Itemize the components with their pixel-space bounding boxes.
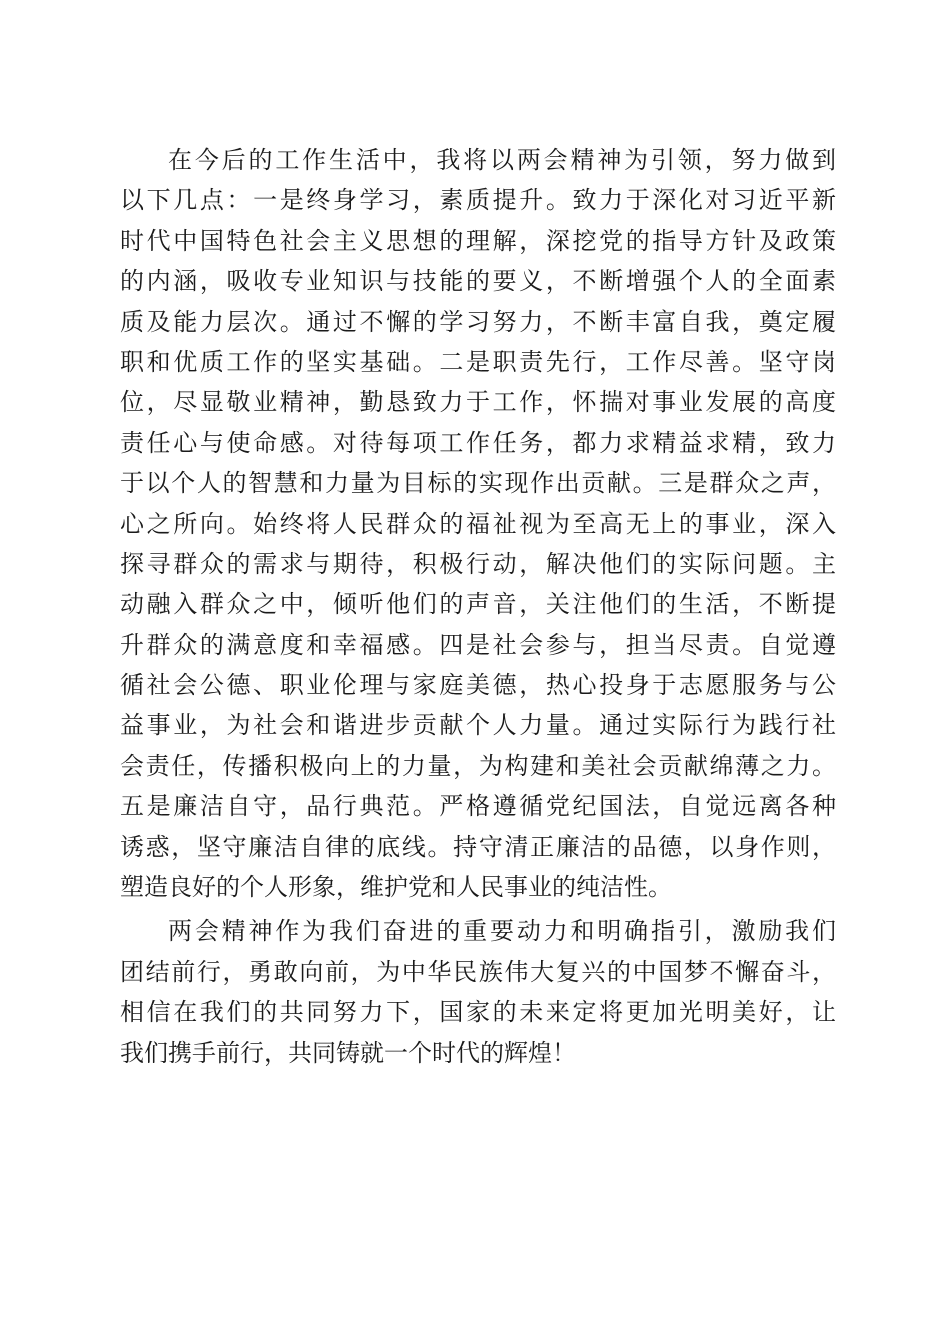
text-line: 在今后的工作生活中，我将以两会精神为引领，努力做到 — [168, 146, 836, 174]
text-line: 诱惑，坚守廉洁自律的底线。持守清正廉洁的品德，以身作则， — [120, 832, 836, 861]
text-line: 相信在我们的共同努力下，国家的未来定将更加光明美好，让 — [120, 998, 836, 1027]
text-line: 质及能力层次。通过不懈的学习努力，不断丰富自我，奠定履 — [120, 307, 836, 336]
text-line: 位，尽显敬业精神，勤恳致力于工作，怀揣对事业发展的高度 — [120, 388, 836, 417]
document-page — [120, 140, 836, 1073]
text-line: 益事业，为社会和谐进步贡献个人力量。通过实际行为践行社 — [120, 711, 836, 740]
text-line: 动融入群众之中，倾听他们的声音，关注他们的生活，不断提 — [120, 590, 836, 619]
text-line: 探寻群众的需求与期待，积极行动，解决他们的实际问题。主 — [120, 549, 836, 578]
text-line: 以下几点：一是终身学习，素质提升。致力于深化对习近平新 — [120, 186, 836, 215]
text-line: 塑造良好的个人形象，维护党和人民事业的纯洁性。 — [120, 873, 672, 902]
text-line: 于以个人的智慧和力量为目标的实现作出贡献。三是群众之声， — [120, 469, 836, 498]
text-line: 五是廉洁自守，品行典范。严格遵循党纪国法，自觉远离各种 — [120, 792, 836, 821]
text-line: 时代中国特色社会主义思想的理解，深挖党的指导方针及政策 — [120, 226, 836, 255]
text-line: 职和优质工作的坚实基础。二是职责先行，工作尽善。坚守岗 — [120, 347, 836, 376]
text-line: 团结前行，勇敢向前，为中华民族伟大复兴的中国梦不懈奋斗， — [120, 957, 836, 986]
text-line: 的内涵，吸收专业知识与技能的要义，不断增强个人的全面素 — [120, 267, 836, 296]
text-line: 我们携手前行，共同铸就一个时代的辉煌！ — [120, 1038, 576, 1067]
text-line: 循社会公德、职业伦理与家庭美德，热心投身于志愿服务与公 — [120, 671, 836, 700]
text-line: 两会精神作为我们奋进的重要动力和明确指引，激励我们 — [168, 917, 836, 946]
text-line: 升群众的满意度和幸福感。四是社会参与，担当尽责。自觉遵 — [120, 630, 836, 659]
text-line: 责任心与使命感。对待每项工作任务，都力求精益求精，致力 — [120, 428, 836, 457]
text-line: 会责任，传播积极向上的力量，为构建和美社会贡献绵薄之力。 — [120, 751, 836, 780]
paragraph-1 — [120, 140, 836, 907]
paragraph-2 — [120, 911, 836, 1073]
text-line: 心之所向。始终将人民群众的福祉视为至高无上的事业，深入 — [120, 509, 836, 538]
